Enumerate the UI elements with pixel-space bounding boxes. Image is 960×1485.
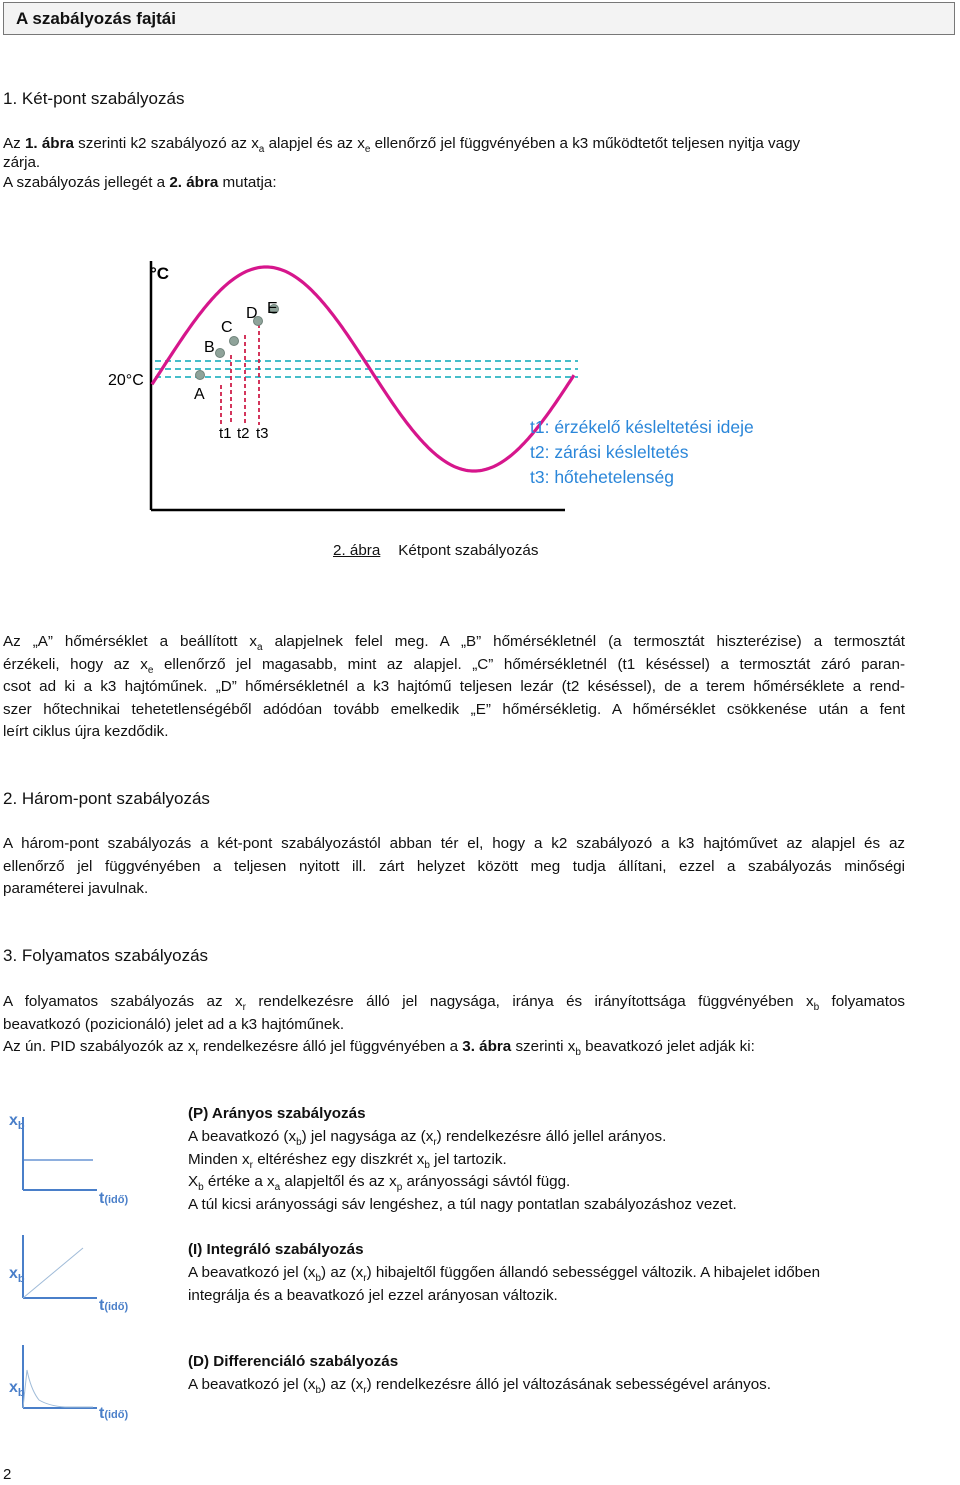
ref-temp-label: 20°C xyxy=(108,372,144,389)
p-controller-title: (P) Arányos szabályozás xyxy=(188,1105,366,1122)
svg-text:t(idő): t(idő) xyxy=(99,1297,129,1314)
legend-t3: t3: hőtehetelenség xyxy=(530,467,675,487)
figure-two-point-control xyxy=(100,255,800,520)
svg-text:t(idő): t(idő) xyxy=(99,1190,129,1207)
svg-text:xb: $x_b$ xyxy=(9,1112,25,1132)
i-controller-chart xyxy=(5,1230,165,1320)
section3-heading: 3. Folyamatos szabályozás xyxy=(3,946,209,965)
section-title-bar xyxy=(3,2,955,35)
point-c xyxy=(230,337,239,346)
point-c-label: C xyxy=(221,319,233,336)
legend-t2: t2: zárási késleltetés xyxy=(530,442,689,462)
section1-description: Az „A” hőmérséklet a beállított $x_a$ alapjelnek felel meg. A „B” hőmérsékletnél (a termosztát hiszterézise) a termosztát érzékeli, hogy az $x_e$ ellenőrző jel magasabb, mint az alapjel. „C” hőmérsékletnél (t1 késéssel) a termosztát záró paran- csot ad ki a k3 hajtóműnek. „D” hőmérsékletnél a k3 hajtómű teljesen lezár (t2 késéssel), de a terem hőmérséklete a rend- szer hőtechnikai tehetetlenségéből adódóan tovább emelkedik „E” hőmérsékletig. A hőmérséklet csökkenése után a fent leírt ciklus újra kezdődik. xyxy=(3,633,905,740)
page-number: 2 xyxy=(3,1466,12,1483)
section2-body: A három-pont szabályozás a két-pont szabályozástól abban tér el, hogy a k2 szabályozó a k3 hajtóművet az alapjel és az ellenőrző jel függvényében a teljesen nyitott ill. zárt helyzet között meg tudja állítani, ezzel a szabályozás minőségi paraméterei javulnak. xyxy=(3,835,905,897)
svg-text:xb: $x_b$ xyxy=(9,1379,25,1399)
point-b-label: B xyxy=(204,339,215,356)
p-controller-text: (P) Arányos szabályozás A beavatkozó $(x_b)$ jel nagysága az $(x_r)$ rendelkezésre álló jellel arányos. Minden $x_r$ eltéréshez egy diszkrét $x_b$ jel tartozik. $X_b$ értéke a $x_a$ alapjeltől és az $x_p$ arányossági sávtól függ. A túl kicsi arányossági sáv lengéshez, a túl nagy pontatlan szabályozáshoz vezet. xyxy=(188,1105,737,1214)
legend-t1: t1: érzékelő késleltetési ideje xyxy=(530,417,754,437)
section3-body: A folyamatos szabályozás az $x_r$ rendelkezésre álló jel nagysága, iránya és irányítottsága függvényében $x_b$ folyamatos beavatkozó (pozicionáló) jelet ad a k3 hajtóműnek. Az ún. PID szabályozók az $x_r$ rendelkezésre álló jel függvényében a 3. ábra szerinti $x_b$ beavatkozó jelet adják ki: xyxy=(3,993,905,1058)
d-controller-title: (D) Differenciáló szabályozás xyxy=(188,1353,399,1370)
i-controller-title: (I) Integráló szabályozás xyxy=(188,1241,364,1258)
y-unit-label: °C xyxy=(150,264,170,283)
point-b xyxy=(216,349,225,358)
section2-heading: 2. Három-pont szabályozás xyxy=(3,789,210,808)
section1-heading: 1. Két-pont szabályozás xyxy=(3,89,185,108)
point-a xyxy=(196,371,205,380)
svg-text:xb: $x_b$ xyxy=(9,1265,25,1285)
point-e-label: E xyxy=(267,300,278,317)
figure-legend xyxy=(530,417,754,487)
time-label-t3: t3 xyxy=(256,425,269,442)
d-controller-chart xyxy=(5,1340,165,1430)
page-title: A szabályozás fajtái xyxy=(16,9,176,28)
time-label-t2: t2 xyxy=(237,425,250,442)
section1-intro: Az 1. ábra szerinti k2 szabályozó az $x_a$ alapjel és az $x_e$ ellenőrző jel függvényében a k3 működtetőt teljesen nyitja vagy zárja. A szabályozás jellegét a 2. ábra mutatja: xyxy=(3,135,801,191)
i-controller-text: (I) Integráló szabályozás A beavatkozó jel $(x_b)$ az $(x_r)$ hibajeltől függően állandó sebességgel változik. A hibajelet időben integrálja és a beavatkozó jel ezzel arányosan változik. xyxy=(188,1239,908,1307)
point-d-label: D xyxy=(246,305,258,322)
time-label-t1: t1 xyxy=(219,425,232,442)
i-response-line xyxy=(23,1248,83,1298)
d-response-curve xyxy=(23,1370,93,1408)
p-controller-chart xyxy=(5,1105,165,1210)
caption-number: 2. ábra xyxy=(333,542,381,559)
svg-text:t(idő): t(idő) xyxy=(99,1405,129,1422)
figure-caption xyxy=(333,542,538,559)
caption-title: Kétpont szabályozás xyxy=(398,542,539,559)
d-controller-text: (D) Differenciáló szabályozás A beavatkozó jel $(x_b)$ az $(x_r)$ rendelkezésre álló jel változásának sebességével arányos. xyxy=(188,1353,771,1396)
point-a-label: A xyxy=(194,386,205,403)
